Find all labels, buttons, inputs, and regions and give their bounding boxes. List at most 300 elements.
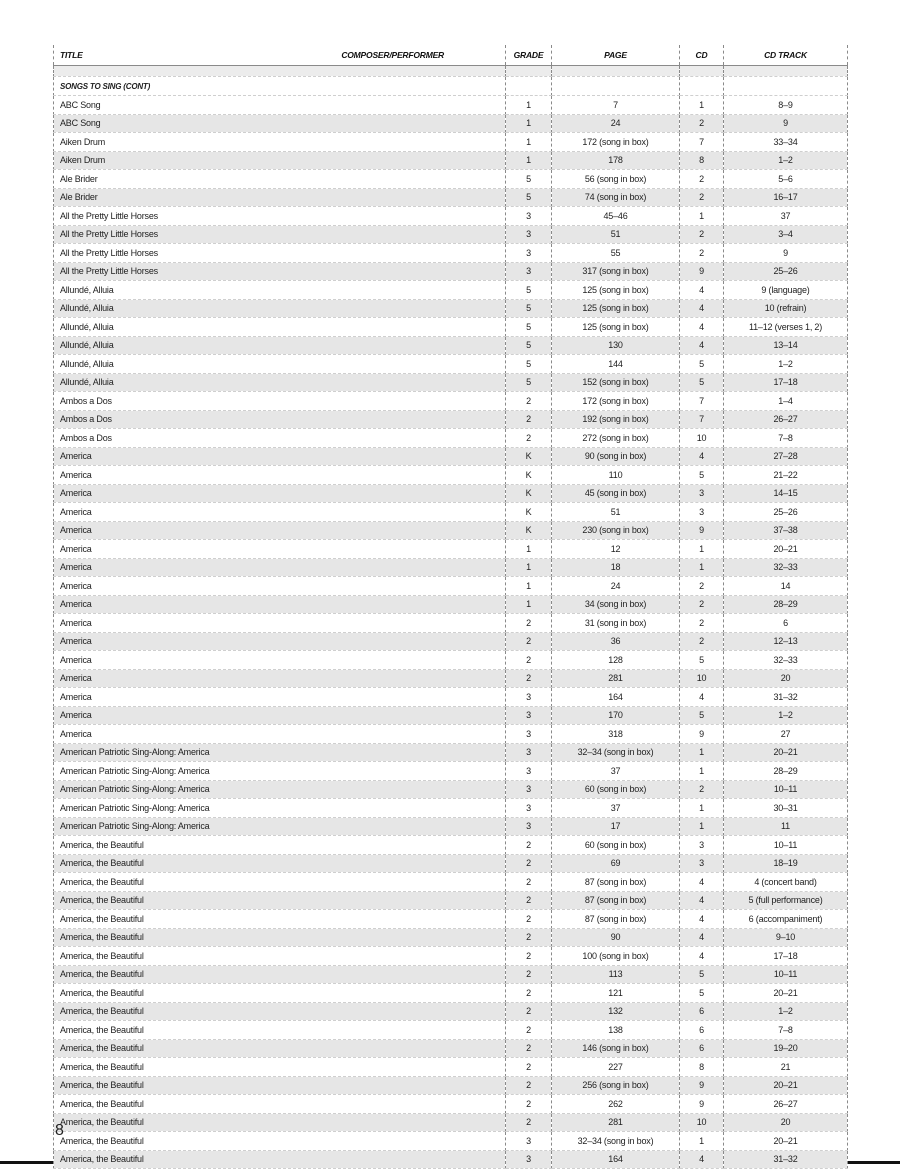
column-header-page: PAGE: [552, 45, 680, 66]
cell-cd-track: 10–11: [724, 965, 848, 984]
cell-grade: 3: [506, 207, 552, 226]
cell-title: American Patriotic Sing-Along: America: [54, 762, 506, 781]
cell-title: Allundé, Alluia: [54, 318, 506, 337]
cell-cd-track: 14: [724, 577, 848, 596]
cell-cd: 4: [680, 447, 724, 466]
cell-cd: 9: [680, 521, 724, 540]
cell-page: 170: [552, 706, 680, 725]
cell-title: America, the Beautiful: [54, 1113, 506, 1132]
cell-page: 125 (song in box): [552, 281, 680, 300]
table-row: [54, 392, 848, 411]
cell-cd-track: 26–27: [724, 410, 848, 429]
cell-page: 87 (song in box): [552, 873, 680, 892]
cell-title: America: [54, 466, 506, 485]
cell-cd-track: 20–21: [724, 984, 848, 1003]
table-row: [54, 854, 848, 873]
table-row: [54, 133, 848, 152]
cell-grade: 5: [506, 281, 552, 300]
table-row: [54, 1076, 848, 1095]
cell-cd-track: 10–11: [724, 780, 848, 799]
cell-page: 24: [552, 114, 680, 133]
cell-page: 164: [552, 1150, 680, 1169]
column-header-grade: GRADE: [506, 45, 552, 66]
cell-page: 87 (song in box): [552, 891, 680, 910]
table-row: [54, 373, 848, 392]
cell-title: America, the Beautiful: [54, 984, 506, 1003]
cell-cd-track: 7–8: [724, 1021, 848, 1040]
cell-title: Ale Brider: [54, 188, 506, 207]
cell-grade: 1: [506, 558, 552, 577]
cell-cd: 7: [680, 133, 724, 152]
table-row: [54, 928, 848, 947]
cell-cd-track: 8–9: [724, 96, 848, 115]
cell-cd: 9: [680, 725, 724, 744]
cell-page: 146 (song in box): [552, 1039, 680, 1058]
cell-page: 56 (song in box): [552, 170, 680, 189]
cell-title: Aiken Drum: [54, 133, 506, 152]
cell-cd: 7: [680, 410, 724, 429]
table-row: [54, 706, 848, 725]
cell-cd-track: 25–26: [724, 503, 848, 522]
cell-cd-track: 1–4: [724, 392, 848, 411]
cell-cd: 1: [680, 799, 724, 818]
cell-cd-track: 10–11: [724, 836, 848, 855]
cell-cd-track: 33–34: [724, 133, 848, 152]
cell-cd: 3: [680, 854, 724, 873]
cell-cd-track: 1–2: [724, 355, 848, 374]
cell-cd-track: 20–21: [724, 743, 848, 762]
cell-page: 121: [552, 984, 680, 1003]
cell-title: America, the Beautiful: [54, 1076, 506, 1095]
cell-cd: 1: [680, 743, 724, 762]
cell-cd-track: 10 (refrain): [724, 299, 848, 318]
table-row: [54, 632, 848, 651]
table-row: [54, 743, 848, 762]
cell-cd-track: 5–6: [724, 170, 848, 189]
table-row: [54, 503, 848, 522]
cell-grade: 3: [506, 743, 552, 762]
cell-page: 90 (song in box): [552, 447, 680, 466]
cell-cd-track: 20–21: [724, 1076, 848, 1095]
table-row: [54, 1002, 848, 1021]
cell-cd-track: 3–4: [724, 225, 848, 244]
cell-title: Allundé, Alluia: [54, 299, 506, 318]
cell-grade: 1: [506, 595, 552, 614]
cell-cd: 2: [680, 170, 724, 189]
cell-cd: 4: [680, 910, 724, 929]
header-row: [54, 45, 848, 66]
table-row: [54, 614, 848, 633]
cell-page: 227: [552, 1058, 680, 1077]
cell-cd: 4: [680, 318, 724, 337]
cell-cd-track: 21: [724, 1058, 848, 1077]
table-row: [54, 207, 848, 226]
table-row: [54, 151, 848, 170]
cell-page: 17: [552, 817, 680, 836]
cell-page: 36: [552, 632, 680, 651]
cell-grade: 2: [506, 632, 552, 651]
cell-cd-track: 37–38: [724, 521, 848, 540]
cell-title: America, the Beautiful: [54, 1021, 506, 1040]
cell-page: 37: [552, 799, 680, 818]
cell-title: America: [54, 725, 506, 744]
cell-cd-track: 31–32: [724, 688, 848, 707]
cell-cd-track: 1–2: [724, 1002, 848, 1021]
cell-grade: K: [506, 503, 552, 522]
table-row: [54, 947, 848, 966]
cell-cd-track: 7–8: [724, 429, 848, 448]
cell-page: 51: [552, 503, 680, 522]
table-row: [54, 355, 848, 374]
cell-cd: 1: [680, 96, 724, 115]
cell-page: 178: [552, 151, 680, 170]
cell-cd-track: 18–19: [724, 854, 848, 873]
cell-cd-track: 30–31: [724, 799, 848, 818]
cell-title: America, the Beautiful: [54, 1058, 506, 1077]
table-row: [54, 262, 848, 281]
table-row: [54, 1132, 848, 1151]
cell-title: Ambos a Dos: [54, 392, 506, 411]
cell-grade: 1: [506, 151, 552, 170]
table-row: [54, 891, 848, 910]
section-row: [54, 77, 848, 96]
cell-page: 138: [552, 1021, 680, 1040]
cell-title: America, the Beautiful: [54, 965, 506, 984]
cell-cd-track: 28–29: [724, 595, 848, 614]
cell-page: 87 (song in box): [552, 910, 680, 929]
cell-cd: 8: [680, 151, 724, 170]
cell-cd: 9: [680, 1076, 724, 1095]
cell-cd: 5: [680, 965, 724, 984]
cell-page: 172 (song in box): [552, 392, 680, 411]
cell-grade: 1: [506, 133, 552, 152]
table-row: [54, 225, 848, 244]
cell-title: America: [54, 614, 506, 633]
cell-cd-track: 31–32: [724, 1150, 848, 1169]
cell-grade: K: [506, 484, 552, 503]
cell-title: America, the Beautiful: [54, 1039, 506, 1058]
cell-cd: 4: [680, 928, 724, 947]
cell-cd: 4: [680, 1150, 724, 1169]
cell-grade: 1: [506, 577, 552, 596]
table-row: [54, 984, 848, 1003]
cell-title: Aiken Drum: [54, 151, 506, 170]
section-label: SONGS TO SING (CONT): [54, 77, 506, 96]
song-index-table: [53, 45, 848, 1169]
cell-grade: 1: [506, 540, 552, 559]
cell-cd-track: 9: [724, 244, 848, 263]
cell-title: Allundé, Alluia: [54, 281, 506, 300]
cell-page: 60 (song in box): [552, 780, 680, 799]
cell-cd: 5: [680, 466, 724, 485]
cell-page: 45 (song in box): [552, 484, 680, 503]
cell-title: America, the Beautiful: [54, 947, 506, 966]
page-number: 8: [55, 1122, 64, 1139]
cell-page: 18: [552, 558, 680, 577]
cell-page: 113: [552, 965, 680, 984]
cell-page: 272 (song in box): [552, 429, 680, 448]
cell-grade: 2: [506, 429, 552, 448]
cell-title: America: [54, 577, 506, 596]
cell-cd: 4: [680, 891, 724, 910]
cell-title: America: [54, 503, 506, 522]
cell-cd: 4: [680, 873, 724, 892]
cell-title: America, the Beautiful: [54, 873, 506, 892]
cell-page: 24: [552, 577, 680, 596]
table-row: [54, 817, 848, 836]
cell-page: 164: [552, 688, 680, 707]
cell-title: American Patriotic Sing-Along: America: [54, 743, 506, 762]
cell-grade: 2: [506, 873, 552, 892]
table-row: [54, 466, 848, 485]
cell-cd-track: 4 (concert band): [724, 873, 848, 892]
cell-cd-track: 20–21: [724, 1132, 848, 1151]
cell-cd-track: 6: [724, 614, 848, 633]
table-row: [54, 577, 848, 596]
cell-title: Ambos a Dos: [54, 429, 506, 448]
table-row: [54, 799, 848, 818]
cell-grade: 5: [506, 299, 552, 318]
spacer-row: [54, 66, 848, 77]
cell-cd-track: 26–27: [724, 1095, 848, 1114]
table-row: [54, 410, 848, 429]
cell-page: 55: [552, 244, 680, 263]
cell-grade: 2: [506, 984, 552, 1003]
cell-grade: 2: [506, 891, 552, 910]
cell-cd-track: 19–20: [724, 1039, 848, 1058]
cell-cd-track: 9 (language): [724, 281, 848, 300]
cell-cd: 2: [680, 188, 724, 207]
cell-cd-track: 27–28: [724, 447, 848, 466]
table-row: [54, 873, 848, 892]
cell-grade: K: [506, 466, 552, 485]
cell-cd: 4: [680, 299, 724, 318]
table-row: [54, 595, 848, 614]
cell-cd: 1: [680, 558, 724, 577]
cell-title: America: [54, 447, 506, 466]
cell-page: 69: [552, 854, 680, 873]
cell-title: America: [54, 521, 506, 540]
cell-cd: 5: [680, 984, 724, 1003]
cell-page: 230 (song in box): [552, 521, 680, 540]
table-row: [54, 910, 848, 929]
cell-title: America, the Beautiful: [54, 928, 506, 947]
cell-grade: 3: [506, 688, 552, 707]
cell-page: 132: [552, 1002, 680, 1021]
cell-cd: 4: [680, 947, 724, 966]
column-header-cd-track: CD TRACK: [724, 45, 848, 66]
cell-title: American Patriotic Sing-Along: America: [54, 817, 506, 836]
cell-cd-track: 13–14: [724, 336, 848, 355]
cell-title: America: [54, 651, 506, 670]
cell-title: America: [54, 595, 506, 614]
cell-page: 317 (song in box): [552, 262, 680, 281]
cell-grade: 2: [506, 669, 552, 688]
column-header-composer: COMPOSER/PERFORMER: [341, 50, 444, 60]
cell-title: Allundé, Alluia: [54, 373, 506, 392]
cell-page: 318: [552, 725, 680, 744]
cell-cd: 10: [680, 669, 724, 688]
cell-cd: 8: [680, 1058, 724, 1077]
cell-grade: 3: [506, 1132, 552, 1151]
cell-title: ABC Song: [54, 114, 506, 133]
cell-cd-track: 11: [724, 817, 848, 836]
cell-cd-track: 1–2: [724, 706, 848, 725]
cell-grade: 3: [506, 1150, 552, 1169]
cell-grade: 5: [506, 188, 552, 207]
cell-page: 74 (song in box): [552, 188, 680, 207]
cell-page: 110: [552, 466, 680, 485]
cell-title: America, the Beautiful: [54, 1132, 506, 1151]
table-row: [54, 114, 848, 133]
cell-title: America: [54, 706, 506, 725]
cell-title: America: [54, 558, 506, 577]
cell-grade: 2: [506, 854, 552, 873]
cell-title: America, the Beautiful: [54, 1150, 506, 1169]
cell-grade: 3: [506, 244, 552, 263]
cell-cd: 1: [680, 817, 724, 836]
cell-cd-track: 32–33: [724, 558, 848, 577]
cell-title: America, the Beautiful: [54, 891, 506, 910]
cell-title: America, the Beautiful: [54, 1002, 506, 1021]
table-row: [54, 669, 848, 688]
cell-cd: 5: [680, 373, 724, 392]
column-header-title-label: TITLE: [60, 50, 83, 60]
cell-cd-track: 32–33: [724, 651, 848, 670]
cell-title: America, the Beautiful: [54, 910, 506, 929]
cell-page: 262: [552, 1095, 680, 1114]
cell-title: America: [54, 688, 506, 707]
table-row: [54, 521, 848, 540]
cell-cd: 3: [680, 503, 724, 522]
cell-grade: K: [506, 521, 552, 540]
cell-grade: 2: [506, 1095, 552, 1114]
table-row: [54, 299, 848, 318]
cell-cd: 2: [680, 114, 724, 133]
cell-grade: 3: [506, 817, 552, 836]
cell-title: America, the Beautiful: [54, 836, 506, 855]
cell-cd-track: 17–18: [724, 947, 848, 966]
table-row: [54, 170, 848, 189]
cell-cd-track: 20: [724, 1113, 848, 1132]
cell-cd: 2: [680, 225, 724, 244]
cell-grade: 5: [506, 170, 552, 189]
cell-cd-track: 37: [724, 207, 848, 226]
table-row: [54, 429, 848, 448]
cell-page: 32–34 (song in box): [552, 743, 680, 762]
cell-cd-track: 12–13: [724, 632, 848, 651]
cell-title: All the Pretty Little Horses: [54, 225, 506, 244]
cell-grade: 2: [506, 410, 552, 429]
cell-cd: 3: [680, 836, 724, 855]
cell-title: Ale Brider: [54, 170, 506, 189]
cell-cd: 2: [680, 595, 724, 614]
cell-grade: 2: [506, 836, 552, 855]
cell-grade: 3: [506, 799, 552, 818]
cell-page: 144: [552, 355, 680, 374]
cell-grade: 3: [506, 762, 552, 781]
cell-page: 90: [552, 928, 680, 947]
cell-page: 34 (song in box): [552, 595, 680, 614]
cell-page: 125 (song in box): [552, 299, 680, 318]
cell-cd-track: 28–29: [724, 762, 848, 781]
cell-cd-track: 16–17: [724, 188, 848, 207]
cell-title: America: [54, 632, 506, 651]
cell-title: Allundé, Alluia: [54, 336, 506, 355]
column-header-cd: CD: [680, 45, 724, 66]
cell-cd: 9: [680, 1095, 724, 1114]
cell-grade: 3: [506, 262, 552, 281]
cell-grade: 1: [506, 114, 552, 133]
cell-grade: 3: [506, 706, 552, 725]
table-row: [54, 762, 848, 781]
cell-grade: 5: [506, 318, 552, 337]
cell-page: 60 (song in box): [552, 836, 680, 855]
cell-page: 32–34 (song in box): [552, 1132, 680, 1151]
cell-cd: 1: [680, 762, 724, 781]
cell-page: 45–46: [552, 207, 680, 226]
cell-grade: 5: [506, 355, 552, 374]
cell-cd-track: 25–26: [724, 262, 848, 281]
cell-cd-track: 27: [724, 725, 848, 744]
table-row: [54, 281, 848, 300]
cell-cd-track: 6 (accompaniment): [724, 910, 848, 929]
cell-grade: 2: [506, 1002, 552, 1021]
cell-page: 192 (song in box): [552, 410, 680, 429]
cell-grade: 2: [506, 392, 552, 411]
cell-cd-track: 14–15: [724, 484, 848, 503]
table-row: [54, 1113, 848, 1132]
cell-grade: 2: [506, 1076, 552, 1095]
cell-cd: 6: [680, 1021, 724, 1040]
cell-page: 125 (song in box): [552, 318, 680, 337]
cell-cd-track: 11–12 (verses 1, 2): [724, 318, 848, 337]
cell-cd: 7: [680, 392, 724, 411]
cell-page: 100 (song in box): [552, 947, 680, 966]
cell-cd-track: 9: [724, 114, 848, 133]
cell-page: 130: [552, 336, 680, 355]
cell-cd: 6: [680, 1002, 724, 1021]
cell-title: America, the Beautiful: [54, 854, 506, 873]
cell-grade: 3: [506, 780, 552, 799]
cell-page: 281: [552, 669, 680, 688]
cell-cd: 2: [680, 244, 724, 263]
cell-grade: 1: [506, 96, 552, 115]
table-row: [54, 1021, 848, 1040]
cell-cd: 2: [680, 614, 724, 633]
cell-cd-track: 21–22: [724, 466, 848, 485]
cell-cd: 4: [680, 281, 724, 300]
cell-cd-track: 20: [724, 669, 848, 688]
cell-cd: 4: [680, 688, 724, 707]
cell-grade: 2: [506, 1113, 552, 1132]
cell-page: 31 (song in box): [552, 614, 680, 633]
cell-cd: 1: [680, 540, 724, 559]
cell-cd-track: 9–10: [724, 928, 848, 947]
cell-title: America: [54, 540, 506, 559]
table-row: [54, 725, 848, 744]
cell-cd: 5: [680, 355, 724, 374]
table-row: [54, 780, 848, 799]
table-row: [54, 836, 848, 855]
cell-grade: 2: [506, 910, 552, 929]
cell-page: 172 (song in box): [552, 133, 680, 152]
cell-page: 281: [552, 1113, 680, 1132]
cell-title: All the Pretty Little Horses: [54, 244, 506, 263]
cell-cd-track: 1–2: [724, 151, 848, 170]
cell-title: All the Pretty Little Horses: [54, 207, 506, 226]
cell-cd: 6: [680, 1039, 724, 1058]
